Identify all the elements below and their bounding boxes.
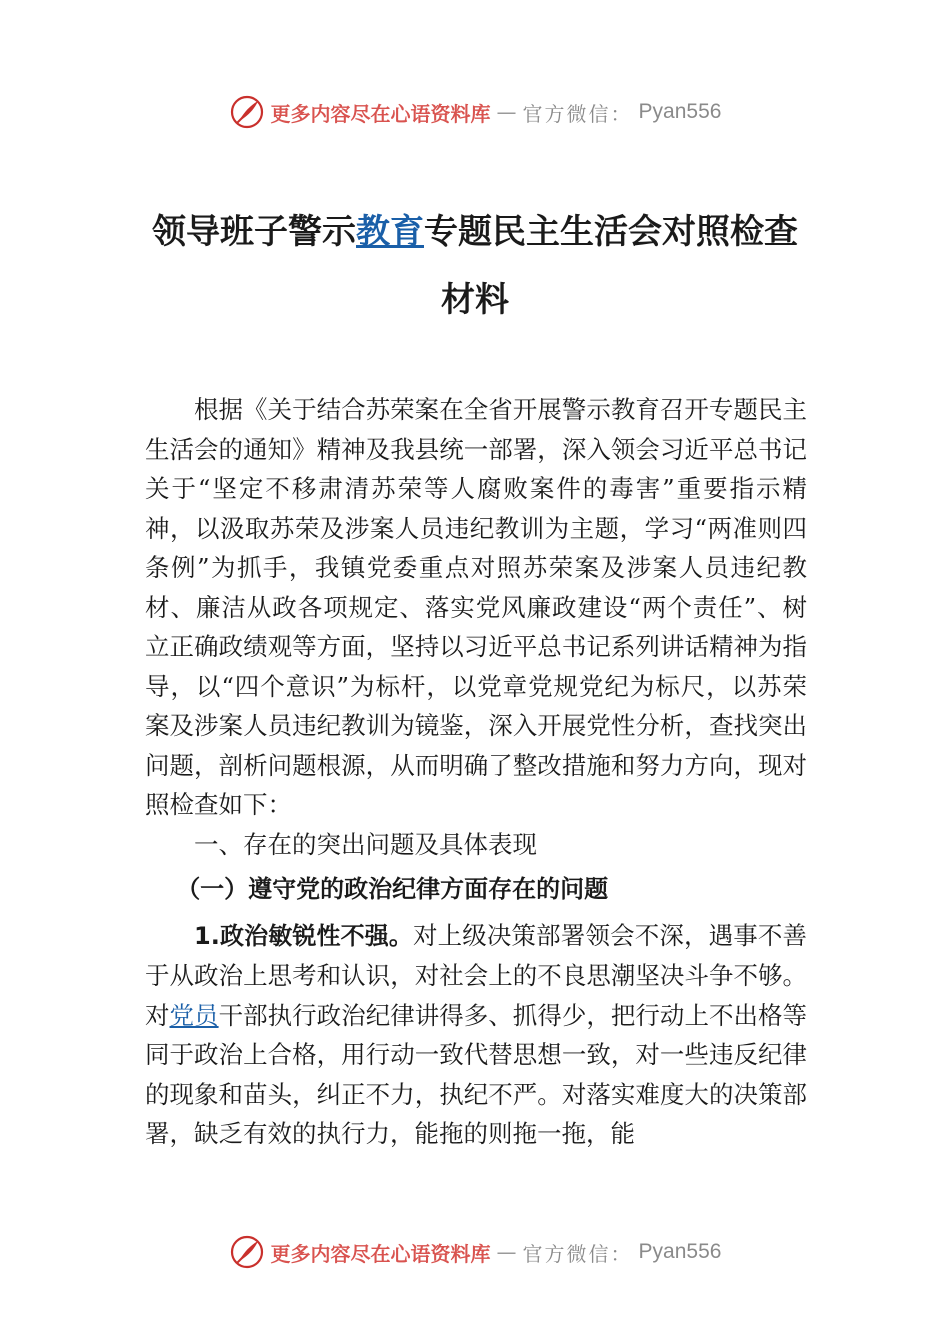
item-paragraph	[145, 916, 807, 1154]
banner-wechat-label: 官方微信：	[522, 1241, 633, 1266]
title-text-part2: 专题民主生活会对照检查材料	[424, 212, 798, 320]
document-body	[145, 390, 807, 1154]
banner-wechat-id: Pyan556	[638, 1240, 722, 1263]
item-text-a: 对上级决策部署领会不深，遇事不善于从政治上思考和认识，对社会上的不良思潮坚决斗争不够。对	[145, 920, 807, 1030]
document-title	[145, 198, 805, 334]
intro-paragraph: 根据《关于结合苏荣案在全省开展警示教育召开专题民主生活会的通知》精神及我县统一部署，深入领会习近平总书记关于“坚定不移肃清苏荣等人腐败案件的毒害”重要指示精神，以汲取苏荣及涉案人员违纪教训为主题，学习“两准则四条例”为抓手，我镇党委重点对照苏荣案及涉案人员违纪教材、廉洁从政各项规定、落实党风廉政建设“两个责任”、树立正确政绩观等方面，坚持以习近平总书记系列讲话精神为指导，以“四个意识”为标杆，以党章党规党纪为标尺，以苏荣案及涉案人员违纪教训为镜鉴，深入开展党性分析，查找突出问题，剖析问题根源，从而明确了整改措施和努力方向，现对照检查如下：	[145, 395, 807, 819]
footer-banner	[0, 1234, 950, 1270]
item-heading: 1.政治敏锐性不强。	[194, 921, 414, 950]
banner-wechat-label: 官方微信：	[522, 101, 633, 126]
banner-brand: 更多内容尽在心语资料库	[270, 1241, 491, 1266]
title-text-part1: 领导班子警示	[152, 212, 356, 252]
party-member-link[interactable]: 党员	[169, 1000, 219, 1030]
banner-wechat-id: Pyan556	[638, 100, 722, 123]
subsection-heading: （一）遵守党的政治纪律方面存在的问题	[176, 875, 609, 903]
banner-dash: —	[496, 100, 517, 124]
item-text-b: 干部执行政治纪律讲得多、抓得少，把行动上不出格等同于政治上合格，用行动一致代替思想一致，对一些违反纪律的现象和苗头，纠正不力，执纪不严。对落实难度大的决策部署，缺乏有效的执行力，能拖的则拖一拖，能	[145, 1000, 808, 1148]
quill-logo-icon	[229, 1234, 265, 1270]
banner-dash: —	[496, 1240, 517, 1264]
quill-logo-icon	[229, 94, 265, 130]
section-heading: 一、存在的突出问题及具体表现	[194, 829, 537, 859]
banner-brand: 更多内容尽在心语资料库	[270, 101, 491, 126]
title-link-education[interactable]: 教育	[356, 212, 424, 252]
header-banner	[0, 94, 950, 130]
